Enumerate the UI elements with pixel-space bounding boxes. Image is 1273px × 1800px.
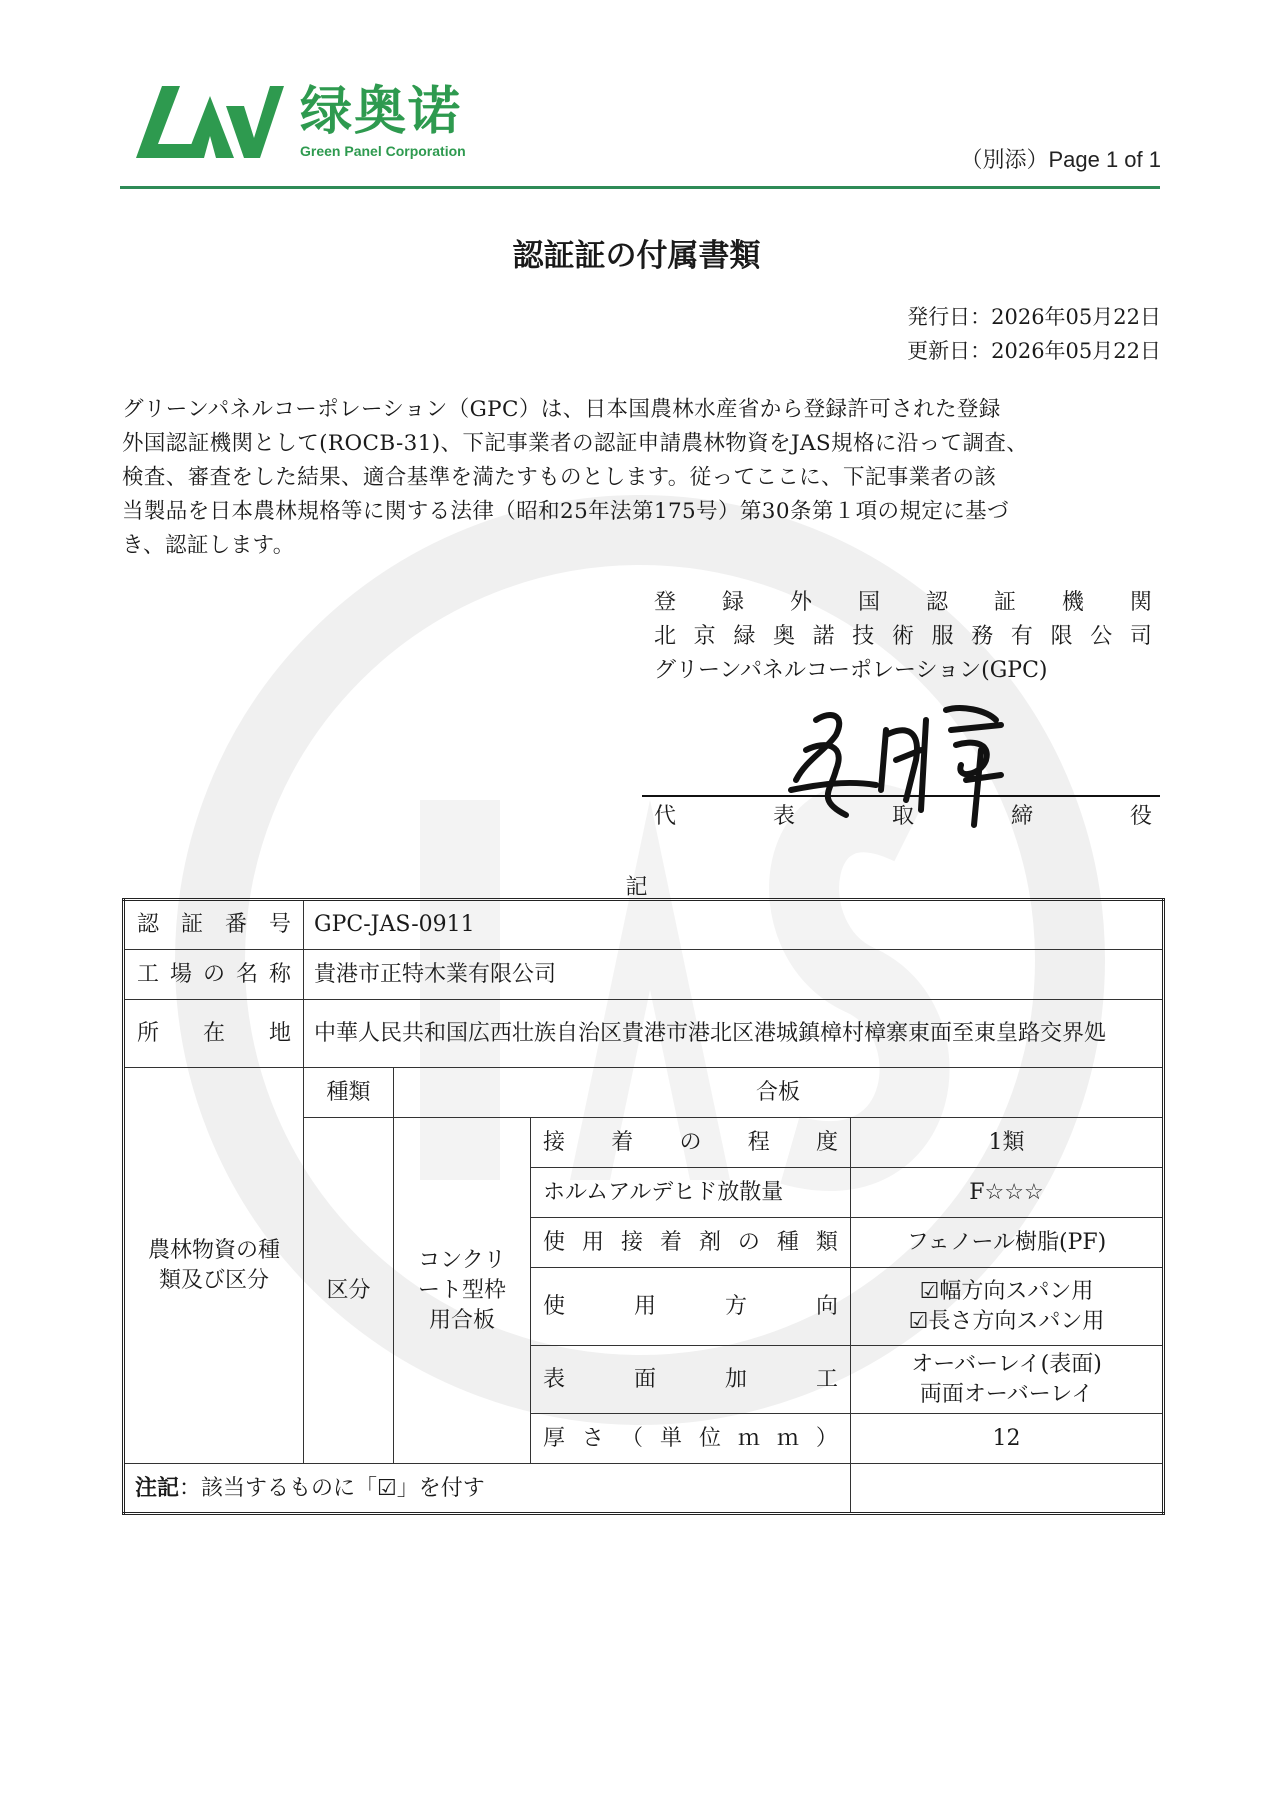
representative-char: 取 <box>891 804 914 829</box>
note-text: ：該当するものに「☑」を付す <box>179 1475 485 1501</box>
surface-line: 両面オーバーレイ <box>919 1381 1094 1407</box>
intro-line: グリーンパネルコーポレーション（GPC）は、日本国農林水産省から登録許可された登録 <box>122 397 1001 422</box>
label-char: 証 <box>180 912 203 937</box>
signature-line <box>642 795 1160 797</box>
org-title-char: 認 <box>925 590 948 615</box>
label-char: の <box>202 961 225 987</box>
spec-label <box>531 1268 851 1346</box>
spec-label-char: ｍ <box>737 1425 760 1451</box>
representative-title <box>654 801 1152 833</box>
spec-label-char: 接 <box>543 1129 566 1155</box>
org-title-char: 関 <box>1129 590 1152 615</box>
class-label: 区分 <box>304 1118 394 1464</box>
spec-value: F☆☆☆ <box>851 1168 1164 1218</box>
org-title <box>654 586 1152 620</box>
spec-label-char: 加 <box>724 1366 747 1392</box>
org-title-char: 登 <box>654 590 677 615</box>
kind-value: 合板 <box>394 1068 1164 1118</box>
spec-value: 12 <box>851 1414 1164 1464</box>
org-title-char: 機 <box>1061 590 1084 615</box>
org-name-char: 奥 <box>772 624 795 649</box>
certificate-details-table <box>122 898 1165 1515</box>
spec-label-char: （ <box>620 1425 643 1451</box>
org-name-jp <box>654 654 1152 688</box>
product-category-text: 農林物資の種類及び区分 <box>147 1237 280 1293</box>
label-char: 工 <box>137 961 160 987</box>
representative-char: 代 <box>654 804 677 829</box>
org-name-char: 服 <box>931 624 954 649</box>
org-name-char: 諾 <box>812 624 835 649</box>
org-name-char: 術 <box>891 624 914 649</box>
spec-label-char: 類 <box>815 1229 838 1255</box>
company-logo-mark <box>136 86 284 158</box>
dates-block <box>907 300 1161 368</box>
spec-label-char: 程 <box>747 1129 770 1155</box>
spec-label <box>531 1168 851 1218</box>
spec-label-char: 使 <box>543 1293 566 1319</box>
spec-value <box>851 1346 1164 1414</box>
org-name-char: 司 <box>1129 624 1152 649</box>
spec-label-char: 表 <box>543 1366 566 1392</box>
org-title-char: 外 <box>789 590 812 615</box>
representative-char: 締 <box>1010 804 1033 829</box>
spec-label-char: の <box>679 1129 702 1155</box>
cert-number-value: GPC-JAS-0911 <box>304 900 1164 950</box>
spec-label <box>531 1414 851 1464</box>
product-category-label <box>124 1068 304 1464</box>
spec-label-char: 剤 <box>698 1229 721 1255</box>
label-char: 番 <box>224 912 247 937</box>
company-name-en: Green Panel Corporation <box>300 143 466 159</box>
spec-label-char: 着 <box>611 1129 634 1155</box>
label-char: 在 <box>202 1020 225 1046</box>
label-char: 名 <box>235 961 258 987</box>
spec-label-char: 面 <box>633 1366 656 1392</box>
spec-label-char: ホルムアルデヒド放散量 <box>543 1179 784 1205</box>
certifying-organization <box>654 586 1152 688</box>
spec-label <box>531 1118 851 1168</box>
intro-line: 外国認証機関として(ROCB-31)、下記事業者の認証申請農林物資をJAS規格に沿って調査、 <box>122 431 1029 456</box>
org-name-char: 有 <box>1010 624 1033 649</box>
org-name-char: 務 <box>971 624 994 649</box>
span-direction-length: ☑長さ方向スパン用 <box>908 1308 1105 1334</box>
issue-date: 発行日：2026年05月22日 <box>907 305 1161 329</box>
spec-label-char: 方 <box>724 1293 747 1319</box>
address-value: 中華人民共和国広西壮族自治区貴港市港北区港城鎮樟村樟寨東面至東皇路交界処 <box>304 1000 1164 1068</box>
class-value-text: コンクリート型枠用合板 <box>417 1247 506 1333</box>
span-direction-width: ☑幅方向スパン用 <box>919 1278 1094 1304</box>
address-label <box>124 1000 304 1068</box>
spec-label <box>531 1346 851 1414</box>
label-char: 地 <box>268 1020 291 1046</box>
ki-heading: 記 <box>625 875 648 900</box>
label-char: 称 <box>268 961 291 987</box>
spec-label-char: 着 <box>659 1229 682 1255</box>
intro-paragraph <box>122 393 1162 563</box>
class-value <box>394 1118 531 1464</box>
org-name-jp-text: グリーンパネルコーポレーション(GPC) <box>654 658 1048 683</box>
org-name-char: 公 <box>1090 624 1113 649</box>
spec-label-char: の <box>737 1229 760 1255</box>
spec-label-char: さ <box>581 1425 604 1451</box>
spec-label-char: ） <box>815 1425 838 1451</box>
factory-name-label <box>124 950 304 1000</box>
intro-line: 当製品を日本農林規格等に関する法律（昭和25年法第175号）第30条第１項の規定に基づ <box>122 499 1009 524</box>
org-title-char: 証 <box>993 590 1016 615</box>
spec-label-char: 用 <box>633 1293 656 1319</box>
note-label: 注記 <box>135 1474 180 1501</box>
label-char: 場 <box>169 961 192 987</box>
update-date: 更新日：2026年05月22日 <box>907 339 1161 363</box>
representative-char: 表 <box>772 804 795 829</box>
org-title-char: 国 <box>857 590 880 615</box>
spec-value: フェノール樹脂(PF) <box>851 1218 1164 1268</box>
spec-label-char: 向 <box>815 1293 838 1319</box>
spec-label-char: 種 <box>776 1229 799 1255</box>
spec-label-char: 工 <box>815 1366 838 1392</box>
company-name-cn: 绿奥诺 <box>300 82 463 142</box>
org-name-cn <box>654 620 1152 654</box>
spec-value: 1類 <box>851 1118 1164 1168</box>
spec-label-char: 厚 <box>543 1425 566 1451</box>
page-indicator: （別添）Page 1 of 1 <box>960 147 1161 172</box>
org-name-char: 北 <box>654 624 677 649</box>
representative-char: 役 <box>1129 804 1152 829</box>
org-name-char: 限 <box>1050 624 1073 649</box>
spec-label-char: 接 <box>620 1229 643 1255</box>
spec-label <box>531 1218 851 1268</box>
spec-label-char: ｍ <box>776 1425 799 1451</box>
surface-line: オーバーレイ(表面) <box>911 1351 1102 1377</box>
table-note <box>124 1464 851 1514</box>
spec-label-char: 用 <box>581 1229 604 1255</box>
org-name-char: 京 <box>693 624 716 649</box>
label-char: 所 <box>137 1020 160 1046</box>
org-title-char: 録 <box>721 590 744 615</box>
spec-value <box>851 1268 1164 1346</box>
org-name-char: 緑 <box>733 624 756 649</box>
spec-label-char: 度 <box>815 1129 838 1155</box>
label-char: 号 <box>268 912 291 937</box>
spec-label-char: 単 <box>659 1425 682 1451</box>
intro-line: 検査、審査をした結果、適合基準を満たすものとします。従ってここに、下記事業者の該 <box>122 465 997 490</box>
intro-line: き、認証します。 <box>122 533 295 558</box>
factory-name-value: 貴港市正特木業有限公司 <box>304 950 1164 1000</box>
label-char: 認 <box>137 912 160 937</box>
spec-label-char: 位 <box>698 1425 721 1451</box>
document-title: 認証証の付属書類 <box>512 238 761 274</box>
kind-label: 種類 <box>304 1068 394 1118</box>
spec-label-char: 使 <box>543 1229 566 1255</box>
org-name-char: 技 <box>852 624 875 649</box>
header-divider <box>120 186 1160 189</box>
cert-number-label <box>124 900 304 950</box>
